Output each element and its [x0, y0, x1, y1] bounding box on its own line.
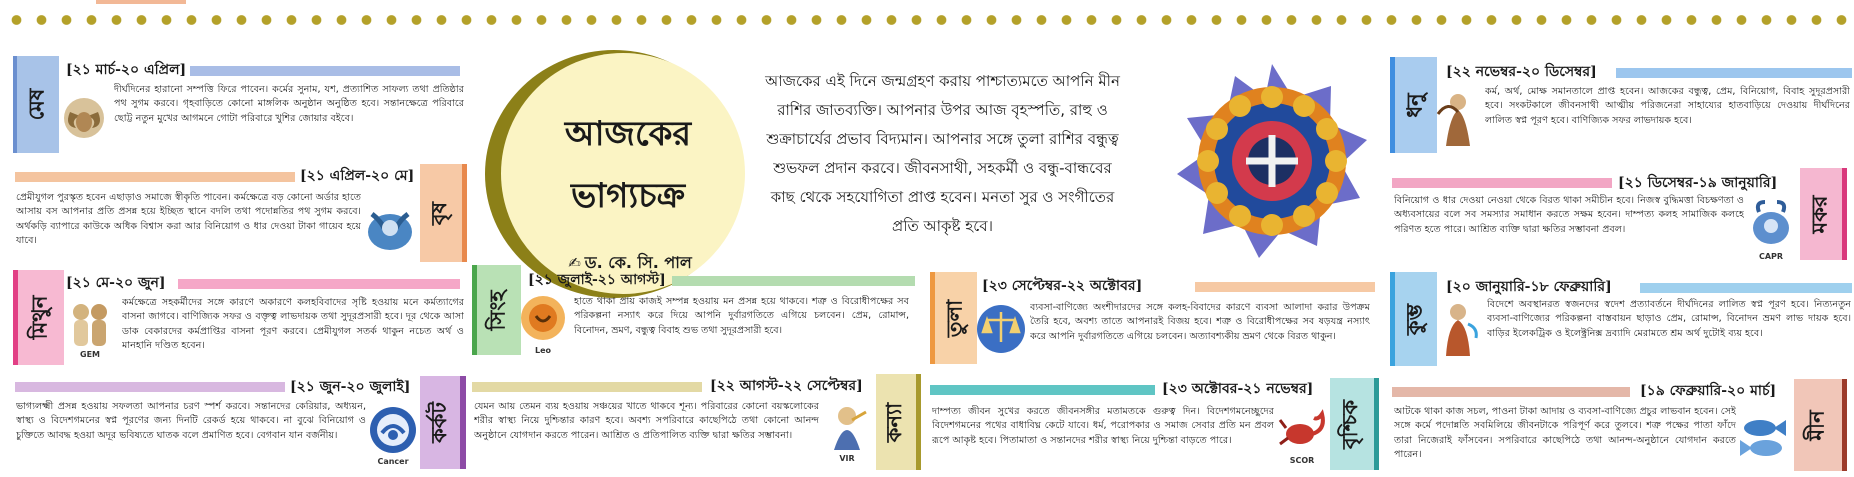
sign-name: মিথুন — [26, 295, 52, 340]
sign-tab-singha — [472, 265, 521, 355]
bull-icon — [364, 200, 416, 256]
sign-tab-meen — [1794, 379, 1847, 471]
sign-tab-kumbha — [1390, 272, 1437, 366]
column-title-line2: ভাগ্যচক্র — [570, 176, 686, 216]
sign-tab-brischik — [1330, 378, 1379, 470]
pen-icon: ✍ — [568, 254, 581, 272]
author-name: ড. কে. সি. পাল — [584, 253, 692, 272]
sign-name: সিংহ — [484, 290, 510, 330]
sign-dates: [১৯ ফেব্রুয়ারি-২০ মার্চ] — [1640, 383, 1777, 399]
horoscope-text: বিদেশে অবস্থানরত স্বজনদের স্বদেশ প্রত্যাবর্তনে দীর্ঘদিনের লালিত স্বপ্ন পূরণ হবে। নিত্যনতুন ব্যবসা-বাণিজ্যের পরিকল্পনা বাস্তবায়ন ছাড়াও প্রেম, রোমান্স, বিনোদন ভ্রমণ লাভ দায়ক হবে। বাড়ির ইলেকট্রিক ও ইলেক্ট্রনিক্স দ্রব্যাদি মেরামতে শ্রম অর্থ দুটোই ব্যয় হবে। — [1487, 299, 1851, 339]
sign-dates: [২২ আগস্ট-২২ সেপ্টেম্বর] — [710, 378, 863, 394]
top-border-stub — [96, 0, 186, 4]
archer-icon — [1432, 90, 1482, 150]
sign-name: ধনু — [1401, 92, 1427, 118]
divider-bar — [178, 279, 460, 289]
horoscope-text: কর্মক্ষেত্রে সহকর্মীদের সঙ্গে কারণে অকারণে কলহবিবাদের সৃষ্টি হওয়ায় মনে কর্মত্যাগের বাসনা জাগবে। বাণিজ্যিক সফর ও বক্তৃত্ব লাভদায়ক তথা সুদূরপ্রসারী হবে। দূর থেকে আসা ডাক বেকারদের কর্মপ্রাপ্তির বাসনা পূরণ করবে। প্রেমীযুগল সতর্ক থাকুন নচেত অর্থ ও মানহানি দণ্ডিত হবেন। — [122, 297, 464, 352]
horoscope-text: কর্ম, অর্থ, মোক্ষ সমানতালে প্রাপ্ত হবেন। আজকের বন্ধুত্ব, প্রেম, বিনিয়োগ, বিবাহ সুদূরপ্রসারী হবে। সংকটকালে জীবনসাথী আত্মীয় পরিজনেরা সাহায্যের হাতবাড়িয়ে দেওয়ায় দীর্ঘদিনের লালিত স্বপ্ন পূরণ হবে। বাণিজ্যিক সফর লাভদায়ক হবে। — [1485, 86, 1850, 126]
sign-tab-mesh — [13, 56, 59, 153]
divider-bar — [1392, 387, 1630, 397]
sign-tab-karkat — [420, 376, 466, 469]
icon-label: Leo — [534, 346, 552, 355]
horoscope-text: প্রেমীযুগল পুরস্কৃত হবেন এছাড়াও সমাজে স্বীকৃতি পাবেন। কর্মক্ষেত্রে বড় কোনো অর্ডার হাতে আসায় বস আপনার প্রতি প্রসন্ন হয়ে ইচ্ছিত স্থানে বদলি তথা পদোন্নতির পথ সুগম করবে। অর্থকড়ি ব্যাপারে কাউকে অধিক বিশ্বাস করা আর বিনিয়োগ ও ধার দেওয়া টাকা গায়েব হয়ে যাবে। — [16, 192, 361, 247]
divider-bar — [15, 172, 295, 182]
divider-bar — [1640, 283, 1852, 293]
sign-name: কুম্ভ — [1401, 303, 1427, 335]
sign-dates: [২৩ অক্টোবর-২১ নভেম্বর] — [1162, 381, 1314, 397]
sign-tab-brish — [420, 164, 467, 262]
title-badge — [485, 50, 748, 298]
sign-name: মীন — [1803, 409, 1829, 441]
scales-icon — [975, 302, 1027, 356]
divider-bar — [672, 276, 915, 286]
horoscope-text: যেমন আয় তেমন ব্যয় হওয়ায় সঞ্চয়ের খাতে থাকবে শূন্য। পরিবারের কোনো বয়স্কলোকের শরীর স্বাস্থ্য নিয়ে দুশ্চিন্তার কারণ হবে। অবশ্য সপরিবারে কাছেপিঠে তথা কোনো আনন্দ অনুষ্ঠানে যোগদান করতে পারেন। আশ্রিত ও প্রতিপালিত ব্যক্তি দ্বারা ক্ষতির সম্ভাবনা। — [474, 401, 819, 441]
horoscope-text: হাতে থাকা প্রায় কাজই সম্পন্ন হওয়ায় মন প্রসন্ন হয়ে থাকবে। শত্রু ও বিরোধীপক্ষের সব পরিকল্পনা নস্যাৎ করে দিয়ে আপনি দুর্বারগতিতে এগিয়ে চলবেন। প্রেম, রোমান্স, বিনোদন, ভ্রমণ, বন্ধুত্ব বিবাহ শুভ তথা সুদূরপ্রসারী হবে। — [574, 296, 909, 336]
sign-name: মকর — [1806, 195, 1832, 233]
crab-icon — [368, 405, 418, 465]
sign-name: কর্কট — [425, 402, 451, 443]
sign-dates: [২১ জুন-২০ জুলাই] — [290, 379, 411, 395]
sign-dates: [২১ ডিসেম্বর-১৯ জানুয়ারি] — [1618, 175, 1778, 191]
icon-label: Cancer — [377, 457, 409, 466]
scorpion-icon — [1276, 404, 1328, 464]
sign-tab-makar — [1800, 168, 1847, 260]
divider-bar — [930, 385, 1155, 395]
sign-name: বৃষ — [426, 201, 452, 225]
icon-label: CAPR — [1758, 252, 1784, 261]
zodiac-wheel-image — [1175, 62, 1369, 259]
sign-tab-mithun — [13, 270, 64, 365]
sign-tab-kanya — [876, 374, 921, 470]
water-bearer-icon — [1432, 300, 1484, 360]
horoscope-text: ব্যবসা-বাণিজ্যে অংশীদারদের সঙ্গে কলহ-বিবাদের কারণে ব্যবসা আলাদা করার উপক্রম তৈরি হবে, অবশ্য তাতে আপনারই বিজয় হবে। শত্রু ও বিরোধীপক্ষের সব ষড়যন্ত্র নস্যাৎ করে আপনি দুর্বারগতিতে এগিয়ে চলবেন। অত্যাবশ্যকীয় ভ্রমণ থেকে বিরত থাকুন। — [1030, 302, 1370, 342]
sign-dates: [২১ জুলাই-২১ আগস্ট] — [528, 272, 666, 288]
divider-bar — [1392, 178, 1612, 188]
ram-icon — [60, 92, 108, 154]
icon-label: VIR — [839, 454, 855, 463]
divider-bar — [1616, 68, 1852, 78]
sign-dates: [২২ নভেম্বর-২০ ডিসেম্বর] — [1446, 64, 1597, 80]
divider-bar — [15, 382, 285, 392]
sign-name: মেষ — [23, 88, 49, 121]
horoscope-text: দীর্ঘদিনের হারানো সম্পত্তি ফিরে পাবেন। কর্মের সুনাম, যশ, প্রত্যাশিত সাফল্য তথা প্রতিষ্ঠার পথ সুগম করবে। গৃহবাড়িতে কোনো মাঙ্গলিক অনুষ্ঠান অনুষ্ঠিত হবে। সন্তানক্ষেত্রে পরিবারে ছোট্ট নতুন মুখের আগমনে গোটা পরিবারে খুশির জোয়ার বইবে। — [114, 84, 464, 124]
column-title-line1: আজকের — [564, 114, 692, 154]
sign-dates: [২১ মে-২০ জুন] — [66, 275, 166, 291]
sign-dates: [২১ মার্চ-২০ এপ্রিল] — [66, 62, 187, 78]
sign-dates: [২৩ সেপ্টেম্বর-২২ অক্টোবর] — [982, 278, 1143, 294]
divider-bar — [190, 66, 460, 76]
dotted-border — [0, 14, 1854, 26]
sign-name: কন্যা — [881, 402, 907, 442]
twins-icon — [64, 298, 116, 358]
sign-tab-dhanu — [1390, 57, 1437, 153]
maiden-icon — [822, 402, 872, 462]
horoscope-text: আটকে থাকা কাজ সচল, পাওনা টাকা আদায় ও ব্যবসা-বাণিজ্যে প্রচুর লাভবান হবেন। সেই সঙ্গে কর্মে পদোন্নতি সবমিলিয়ে জীবনটাকে পরিপূর্ণ করে তুলবে। শত্রু পক্ষের পাতা ফাঁদে তারা নিজেরাই ফাঁসবেন। সপরিবারে কাছেপিঠে তথা আনন্দ-অনুষ্ঠানে যোগদান করতে পারেন। — [1394, 406, 1736, 461]
divider-bar — [472, 382, 702, 392]
lion-icon — [518, 294, 568, 354]
horoscope-text: ভাগ্যলক্ষ্মী প্রসন্ন হওয়ায় সফলতা আপনার চরণ স্পর্শ করবে। সন্তানদের কেরিয়ার, অধ্যয়ন, স্বাস্থ্য ও বিদেশগমনের স্বপ্ন পূরণের জন্য দিনটি রেকর্ড হয়ে থাকবে। না বুঝে বিনিয়োগ ও চুক্তিতে আবদ্ধ হওয়া অদূর ভবিষ্যতে ঘাতক বলে প্রমাণিত হবে। বেগবান যান বর্জনীয়। — [16, 401, 366, 441]
intro-text: আজকের এই দিনে জন্মগ্রহণ করায় পাশ্চাত্যমতে আপনি মীন রাশির জাতব্যক্তি। আপনার উপর আজ বৃহস্পতি, রাহু ও শুক্রাচার্যের প্রভাব বিদ্যমান। আপনার সঙ্গে তুলা রাশির বন্ধুত্ব শুভফল প্রদান করবে। জীবনসাথী, সহকর্মী ও বন্ধু-বান্ধবের কাছ থেকে সহযোগিতা প্রাপ্ত হবেন। মনতা সুর ও সংগীতের প্রতি আকৃষ্ট হবে। — [765, 72, 1120, 235]
horoscope-text: বিনিয়োগ ও ধার দেওয়া নেওয়া থেকে বিরত থাকা সমীচীন হবে। নিজস্ব বুদ্ধিমত্তা বিচক্ষণতা ও অধ্যবসায়ের বলে সব সমস্যার সমাধান করতে সক্ষম হবেন। দাম্পত্য কলহ সামাজিক কলহে পরিণত হতে পারে। আশ্রিত ব্যক্তি দ্বারা ক্ষতির সম্ভাবনা প্রবল। — [1394, 195, 1744, 235]
horoscope-text: দাম্পত্য জীবন সুখের করতে জীবনসঙ্গীর মতামতকে গুরুত্ব দিন। বিদেশগমনেচ্ছুদের বিদেশগমনের পথের বাধাবিঘ্ন কেটে যাবে। ধর্ম, পরোপকার ও সমাজ সেবার প্রতি মন প্রবল রূপে আকৃষ্ট হবে। পিতামাতা ও সন্তানদের শরীর স্বাস্থ্য নিয়ে দুশ্চিন্তা বাড়তে পারে। — [932, 406, 1274, 446]
sign-name: বৃশ্চিক — [1337, 399, 1363, 449]
fish-icon — [1738, 410, 1790, 464]
sign-name: তুলা — [941, 299, 967, 337]
icon-label: SCOR — [1289, 456, 1315, 465]
sign-dates: [২১ এপ্রিল-২০ মে] — [300, 168, 415, 184]
goat-icon — [1745, 200, 1797, 260]
sign-tab-tula — [930, 272, 977, 364]
divider-bar — [1195, 282, 1375, 292]
icon-label: GEM — [80, 350, 100, 359]
sign-dates: [২০ জানুয়ারি-১৮ ফেব্রুয়ারি] — [1446, 279, 1612, 295]
